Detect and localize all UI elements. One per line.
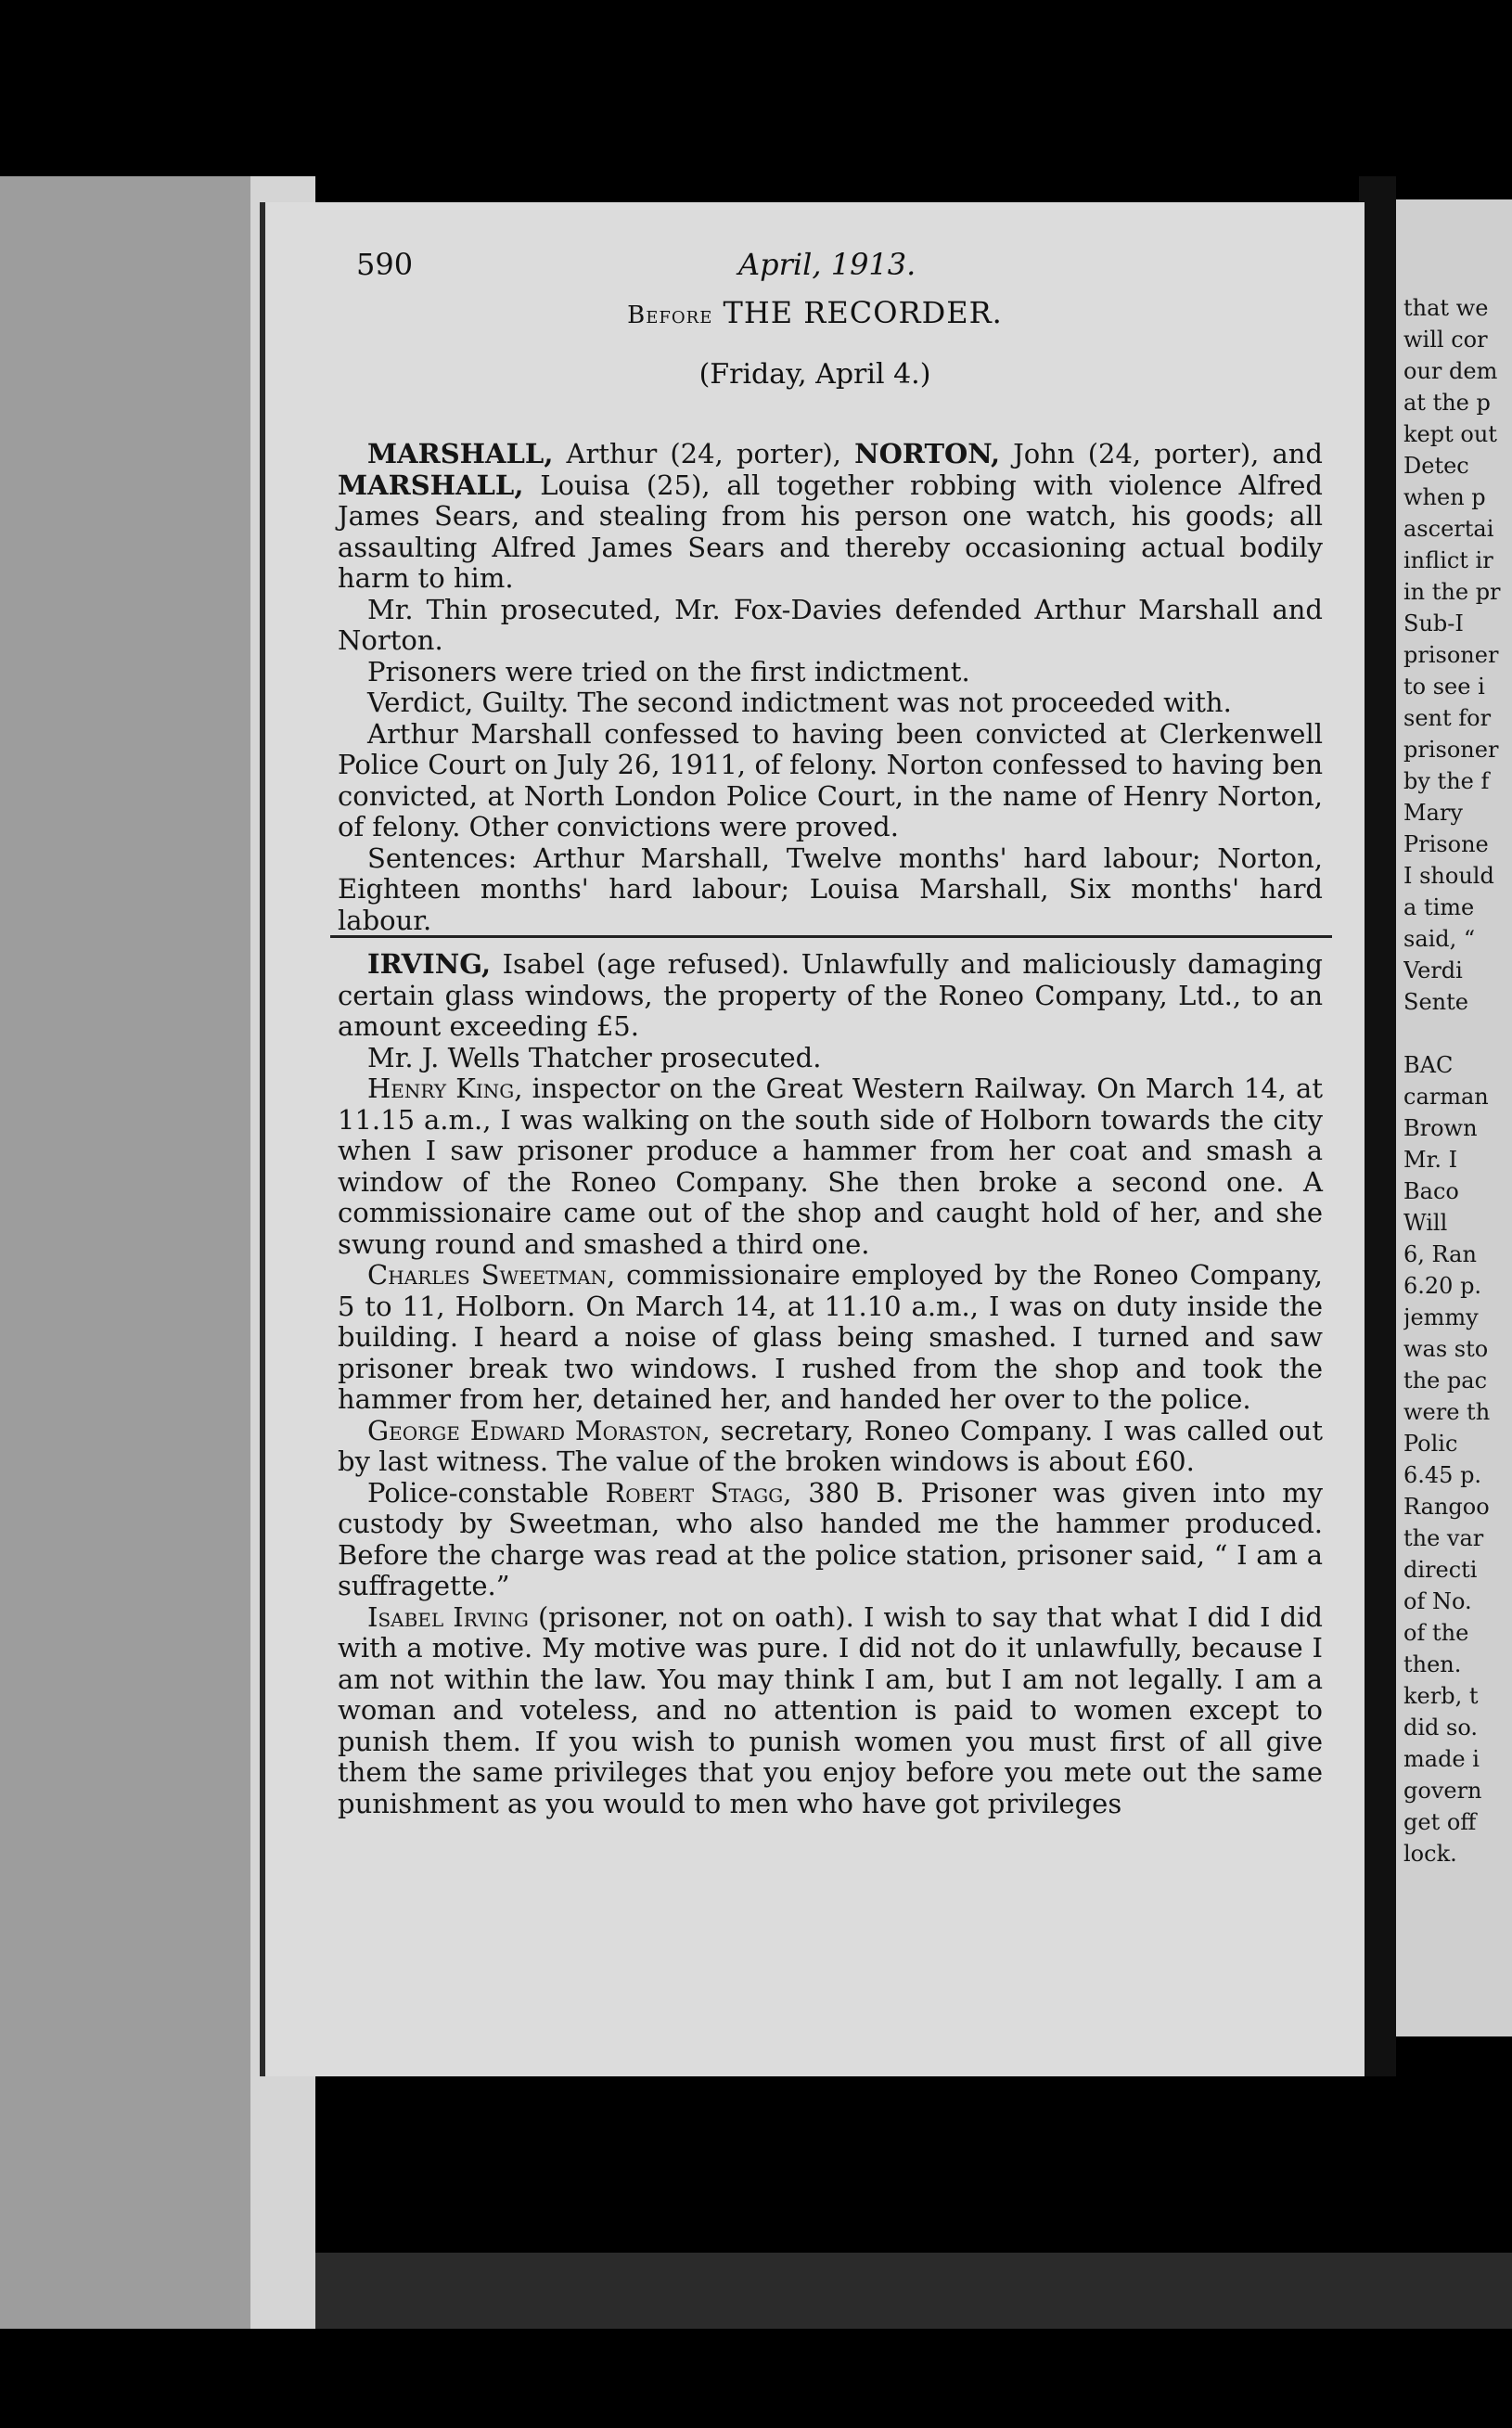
defendant-name: MARSHALL, (338, 469, 524, 501)
facing-page-line: Baco (1403, 1178, 1459, 1204)
case-marshall (338, 439, 1323, 936)
facing-page-line: will cor (1403, 327, 1488, 353)
facing-page-line: did so. (1403, 1715, 1479, 1741)
facing-page-line: Sente (1403, 989, 1468, 1015)
session-date: (Friday, April 4.) (698, 358, 931, 391)
case-text: John (24, porter), and (1000, 438, 1323, 469)
facing-page-line: kerb, t (1403, 1683, 1479, 1709)
facing-page-line: made i (1403, 1746, 1480, 1772)
main-page (260, 202, 1365, 2076)
paragraph: Arthur Marshall confessed to having been convicted at Clerkenwell Police Court on July 26, 1911, of felony. Norton confessed to having ben convicted, at North London Police Court, in the name of Henry Norton, of felony. Other convictions were proved. (338, 717, 1323, 842)
facing-page-line: prisoner (1403, 642, 1499, 668)
facing-page-line: govern (1403, 1778, 1482, 1804)
facing-page-line: to see i (1403, 674, 1485, 700)
facing-page-line: then. (1403, 1651, 1462, 1677)
facing-page (1396, 199, 1512, 2036)
facing-page-line: 6, Ran (1403, 1241, 1477, 1267)
case-text: Arthur (24, porter), (553, 438, 855, 469)
header-date: April, 1913. (738, 247, 916, 282)
facing-page-line: Polic (1403, 1431, 1458, 1457)
facing-page-line: the pac (1403, 1368, 1488, 1394)
witness-prefix: Police-constable (367, 1476, 606, 1509)
facing-page-line: prisoner (1403, 737, 1499, 763)
title-prefix: Before (627, 302, 713, 329)
scan-lower-area (315, 2253, 1512, 2329)
facing-page-line: Rangoo (1403, 1494, 1490, 1520)
facing-page-line: by the f (1403, 768, 1490, 794)
facing-page-line: directi (1403, 1557, 1478, 1583)
witness-name: Isabel Irving (367, 1600, 529, 1633)
witness-name: Charles Sweetman, (367, 1259, 616, 1291)
paragraph: Mr. J. Wells Thatcher prosecuted. (367, 1041, 822, 1073)
testimony: commissionaire employed by the Roneo Company, 5 to 11, Holborn. On March 14, at 11.10 a.m., I was on duty inside the building. I heard a noise of glass being smashed. I turned and saw prisoner break two windows. I rushed from the shop and took the hammer from her, detained her, and handed her over to the police. (338, 1259, 1323, 1415)
case-divider (330, 935, 1332, 938)
defendant-name: MARSHALL, (367, 438, 554, 469)
scan-bottom-strip (0, 2329, 1512, 2428)
case-text: Isabel (age refused). Unlawfully and maliciously damaging certain glass windows, the property of the Roneo Company, Ltd., to an amount exceeding £5. (338, 948, 1323, 1042)
facing-page-line: Brown (1403, 1115, 1478, 1141)
facing-page-line: of No. (1403, 1588, 1472, 1614)
facing-page-line: 6.45 p. (1403, 1462, 1482, 1488)
case-text: Louisa (25), all together robbing with violence Alfred James Sears, and stealing from his person one watch, his goods; all assaulting Alfred James Sears and thereby occasioning actual bodily harm to him. (338, 469, 1323, 594)
running-header (265, 247, 1365, 293)
facing-page-line: inflict ir (1403, 547, 1493, 573)
facing-page-line: when p (1403, 484, 1486, 510)
scan-top-border (0, 0, 1512, 176)
facing-page-line: in the pr (1403, 579, 1501, 605)
court-title (265, 295, 1365, 330)
facing-page-line: Will (1403, 1210, 1448, 1236)
gutter-shadow (1359, 176, 1396, 2078)
facing-page-line: sent for (1403, 705, 1492, 731)
paragraph: Sentences: Arthur Marshall, Twelve months' hard labour; Norton, Eighteen months' hard labour; Louisa Marshall, Six months' hard labour. (338, 841, 1323, 936)
facing-page-line: I should (1403, 863, 1494, 889)
facing-page-line: the var (1403, 1525, 1484, 1551)
facing-page-line: of the (1403, 1620, 1469, 1646)
testimony: inspector on the Great Western Railway. On March 14, at 11.15 a.m., I was walking on the south side of Holborn towards the city when I saw prisoner produce a hammer from her coat and smash a window of the Roneo Company. She then broke a second one. A commissionaire came out of the shop and caught hold of her, and she swung round and smashed a third one. (338, 1073, 1323, 1260)
facing-page-line: 6.20 p. (1403, 1273, 1482, 1299)
testimony: (prisoner, not on oath). I wish to say that what I did I did with a motive. My motive was pure. I did not do it unlawfully, because I am not within the law. You may think I am, but I am not legally. I am a woman and voteless, and no attention is paid to women except to punish them. If you wish to punish women you must first of all give them the same privileges that you enjoy before you mete out the same punishment as you would to men who have got privileges (338, 1600, 1323, 1819)
facing-page-line: Mary (1403, 800, 1463, 826)
facing-page-line: BAC (1403, 1052, 1454, 1078)
title-main: THE RECORDER. (723, 295, 1003, 330)
paragraph: Mr. Thin prosecuted, Mr. Fox-Davies defended Arthur Marshall and Norton. (338, 593, 1323, 656)
facing-page-line: jemmy (1403, 1304, 1479, 1330)
facing-page-line: lock. (1403, 1841, 1457, 1867)
witness-name: Robert Stagg, (605, 1476, 792, 1509)
facing-page-line: kept out (1403, 421, 1497, 447)
case-irving (338, 949, 1323, 1819)
facing-page-line: carman (1403, 1084, 1489, 1110)
facing-page-line: our dem (1403, 358, 1498, 384)
facing-page-line: Verdi (1403, 957, 1463, 983)
facing-page-line: get off (1403, 1809, 1477, 1835)
paragraph: Verdict, Guilty. The second indictment was not proceeded with. (367, 687, 1232, 718)
witness-name: Henry King, (367, 1073, 523, 1104)
facing-page-line: ascertai (1403, 516, 1494, 542)
scan-bottom-border (315, 2076, 1512, 2253)
facing-page-line: Sub-I (1403, 610, 1464, 636)
facing-page-text (1403, 292, 1512, 1869)
testimony: 380 B. Prisoner was given into my custody by Sweetman, who also handed me the hammer produced. Before the charge was read at the police station, prisoner said, “ I am a suffragette.” (338, 1476, 1323, 1601)
facing-page-line: at the p (1403, 390, 1491, 416)
facing-page-line: was sto (1403, 1336, 1489, 1362)
facing-page-line: were th (1403, 1399, 1491, 1425)
witness-name: George Edward Moraston, (367, 1414, 711, 1446)
facing-page-line: said, “ (1403, 926, 1476, 952)
defendant-name: NORTON, (854, 438, 1001, 469)
facing-page-line: Mr. I (1403, 1147, 1458, 1173)
page-number: 590 (356, 247, 414, 282)
facing-page-line: Detec (1403, 453, 1469, 479)
facing-page-line: Prisone (1403, 831, 1489, 857)
facing-page-line: a time (1403, 894, 1475, 920)
paragraph: Prisoners were tried on the first indictment. (367, 655, 970, 687)
defendant-name: IRVING, (367, 948, 492, 980)
facing-page-line (1403, 1018, 1512, 1049)
facing-page-line: that we (1403, 295, 1489, 321)
testimony: secretary, Roneo Company. I was called out by last witness. The value of the broken windows is about £60. (338, 1414, 1323, 1477)
